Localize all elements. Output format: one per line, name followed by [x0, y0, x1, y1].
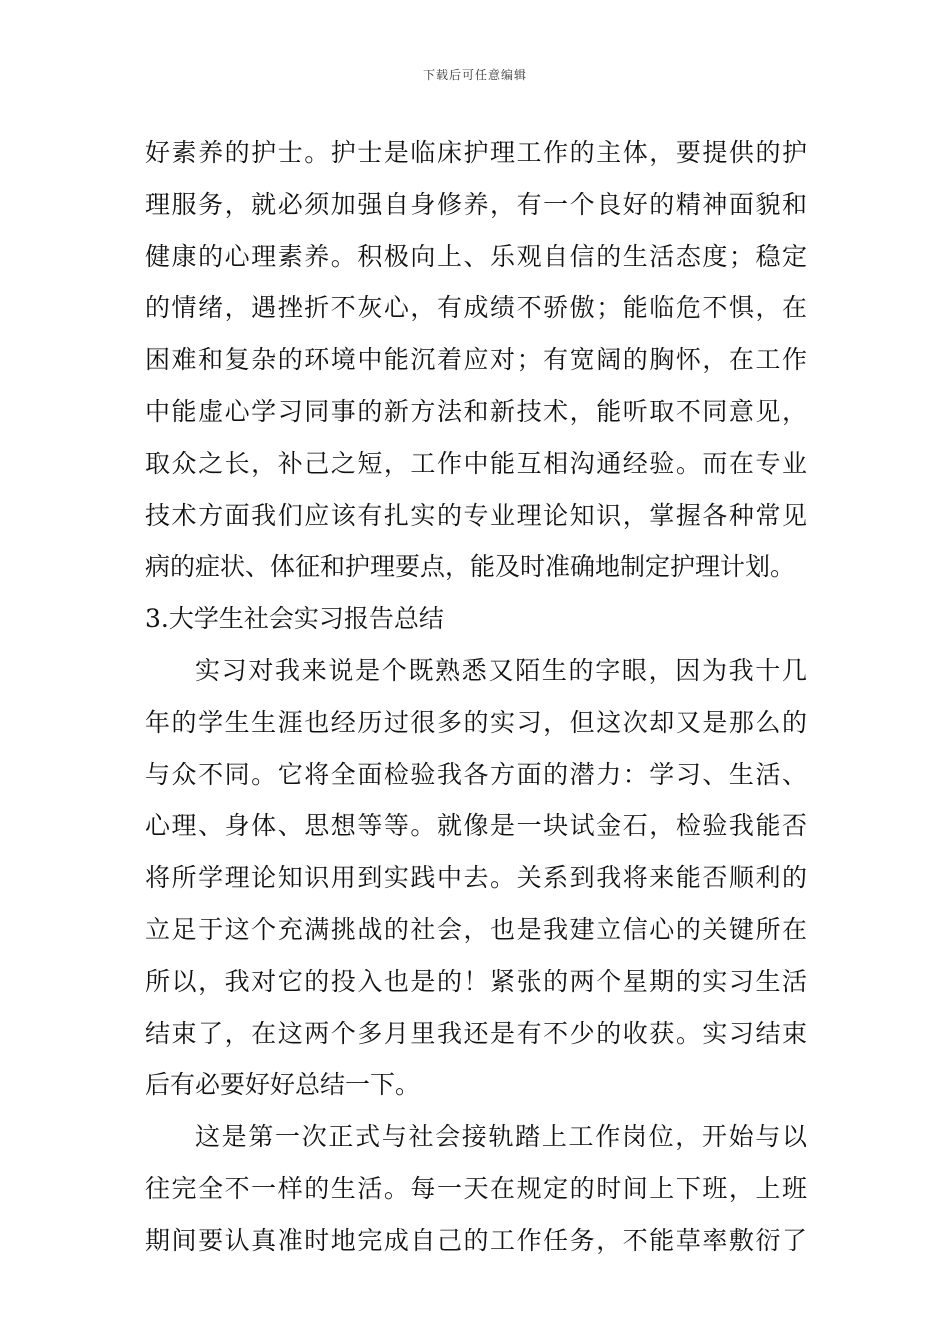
text-line: 困难和复杂的环境中能沉着应对；有宽阔的胸怀，在工作 [145, 345, 807, 375]
text-line: 中能虚心学习同事的新方法和新技术，能听取不同意见， [145, 396, 807, 426]
text-line: 理服务，就必须加强自身修养，有一个良好的精神面貌和 [145, 189, 807, 219]
paragraph-first-line: 这是第一次正式与社会接轨踏上工作岗位，开始与以 [195, 1122, 807, 1152]
text-line: 结束了，在这两个多月里我还是有不少的收获。实习结束 [145, 1018, 807, 1048]
text-line: 将所学理论知识用到实践中去。关系到我将来能否顺利的 [145, 863, 807, 893]
text-line: 后有必要好好总结一下。 [145, 1070, 421, 1100]
section-heading: 3.大学生社会实习报告总结 [145, 604, 444, 634]
text-line: 往完全不一样的生活。每一天在规定的时间上下班，上班 [145, 1173, 807, 1203]
text-line: 年的学生生涯也经历过很多的实习，但这次却又是那么的 [145, 707, 807, 737]
text-line: 所以，我对它的投入也是的！紧张的两个星期的实习生活 [145, 966, 807, 996]
document-body [145, 127, 807, 1267]
text-line: 技术方面我们应该有扎实的专业理论知识，掌握各种常见 [145, 500, 807, 530]
text-line: 立足于这个充满挑战的社会，也是我建立信心的关键所在 [145, 914, 807, 944]
text-line: 与众不同。它将全面检验我各方面的潜力：学习、生活、 [145, 759, 807, 789]
text-line: 好素养的护士。护士是临床护理工作的主体，要提供的护 [145, 138, 807, 167]
text-line: 期间要认真准时地完成自己的工作任务，不能草率敷衍了 [145, 1225, 807, 1255]
page-header-note: 下载后可任意编辑 [422, 68, 527, 82]
text-line: 病的症状、体征和护理要点，能及时准确地制定护理计划。 [145, 552, 796, 582]
text-line: 心理、身体、思想等等。就像是一块试金石，检验我能否 [145, 811, 807, 841]
text-line: 的情绪，遇挫折不灰心，有成绩不骄傲；能临危不惧，在 [145, 293, 807, 323]
paragraph-first-line: 实习对我来说是个既熟悉又陌生的字眼，因为我十几 [195, 655, 807, 685]
text-line: 取众之长，补己之短，工作中能互相沟通经验。而在专业 [145, 448, 807, 478]
text-line: 健康的心理素养。积极向上、乐观自信的生活态度；稳定 [145, 241, 807, 271]
